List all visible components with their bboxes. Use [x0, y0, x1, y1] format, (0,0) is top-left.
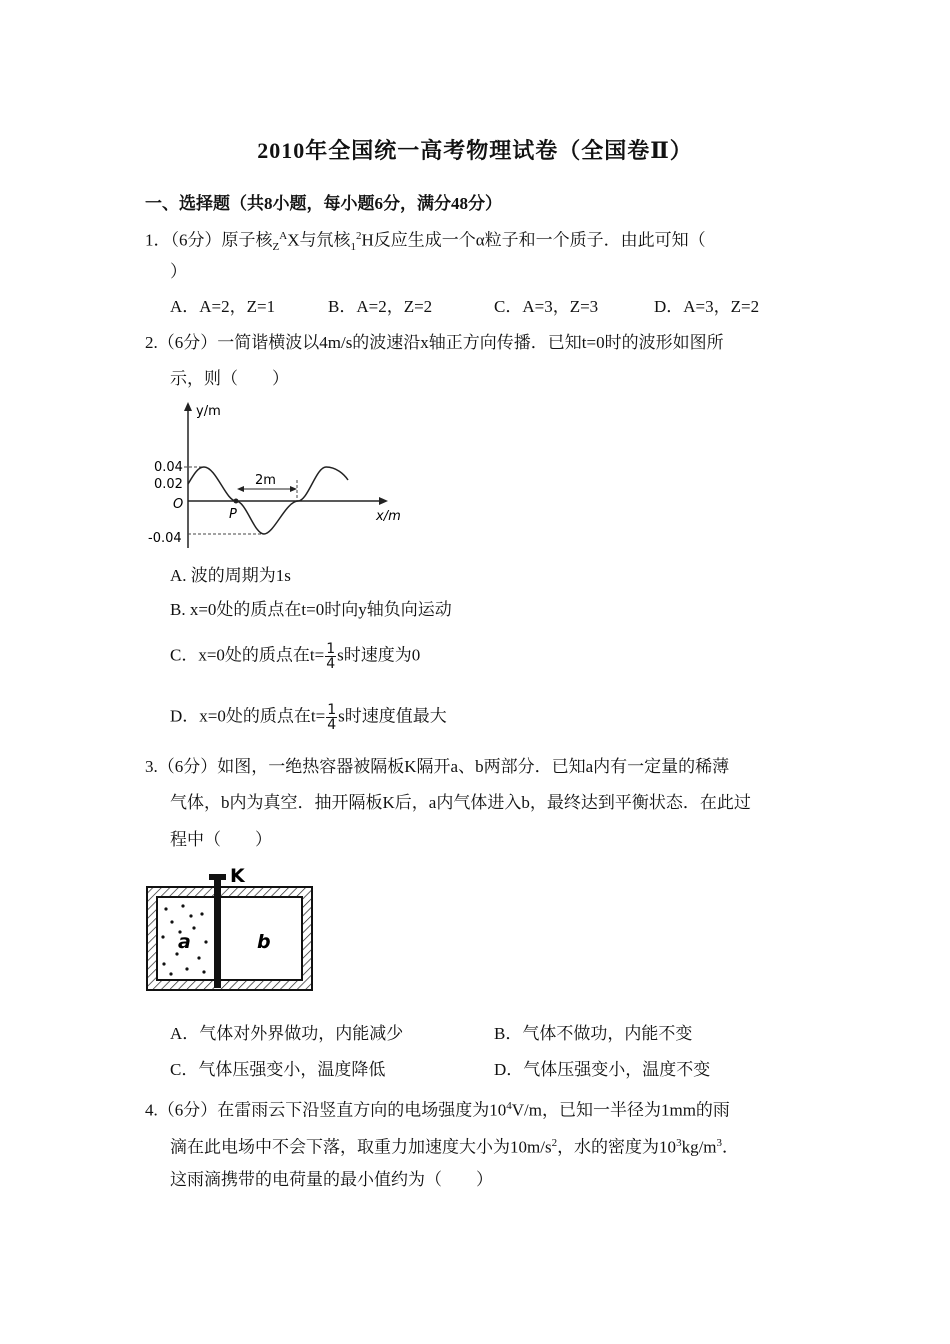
q1-number: 1．	[145, 230, 171, 250]
q4-line2-mid2: kg/m	[681, 1137, 717, 1157]
q4-line2	[170, 1131, 739, 1160]
q2-line1: 2.（6分）一简谐横波以4m/s的波速沿x轴正方向传播．已知t=0时的波形如图所	[145, 333, 724, 352]
label-a: a	[178, 931, 191, 953]
q4-line2-sup2: 3	[676, 1137, 682, 1149]
section-heading: 一、选择题（共8小题，每小题6分，满分48分）	[145, 194, 502, 213]
fraction-numerator: 1	[326, 641, 336, 657]
fraction-numerator: 1	[327, 702, 337, 718]
q4-line2-end: ．	[722, 1137, 740, 1157]
q1-h: H	[361, 230, 374, 250]
partition-handle	[209, 874, 226, 880]
origin-label: O	[173, 497, 184, 512]
label-k: K	[230, 865, 245, 887]
q2-option-d[interactable]	[170, 703, 447, 732]
q1-option-c[interactable]: C．A=3，Z=3	[494, 297, 599, 316]
q1-nucleus-z: Z	[272, 241, 280, 254]
fraction-denominator: 4	[326, 656, 336, 672]
q1-line2: ）	[170, 262, 187, 281]
tick-0-02: 0.02	[154, 477, 183, 492]
q4-line1-post: V/m，已知一半径为1mm的雨	[511, 1100, 730, 1120]
q4-line2-sup3: 3	[716, 1137, 723, 1149]
q4-line1-pre: 4.（6分）在雷雨云下沿竖直方向的电场强度为10	[145, 1100, 507, 1120]
x-axis-label: x/m	[376, 509, 401, 524]
partition-k	[214, 879, 221, 988]
q2-option-c-pre: C．x=0处的质点在t=	[170, 645, 325, 665]
q1-rest: 反应生成一个α粒子和一个质子．由此可知（	[373, 230, 706, 250]
tick-0-04: 0.04	[154, 460, 183, 475]
span-label: 2m	[255, 473, 276, 488]
q1-option-a[interactable]: A．A=2，Z=1	[170, 297, 276, 316]
q1-nucleus-a: A	[279, 230, 288, 242]
q1-mid: 与氘核	[299, 230, 351, 250]
y-axis	[184, 402, 192, 548]
q4-line1	[145, 1094, 730, 1123]
point-p-marker	[234, 499, 239, 504]
wave-figure	[140, 398, 420, 553]
fraction-denominator: 4	[327, 717, 337, 733]
q2-line2: 示，则（ ）	[170, 369, 289, 388]
q1-h-sup: 2	[355, 230, 362, 242]
q1-option-d[interactable]: D．A=3，Z=2	[654, 297, 760, 316]
q3-option-a[interactable]: A．气体对外界做功，内能减少	[170, 1024, 404, 1043]
q3-option-b[interactable]: B．气体不做功，内能不变	[494, 1024, 693, 1043]
q1-stem	[145, 224, 706, 259]
q2-option-d-fraction	[326, 703, 337, 732]
q3-option-d[interactable]: D．气体压强变小，温度不变	[494, 1060, 711, 1079]
q4-line3: 这雨滴携带的电荷量的最小值约为（ ）	[170, 1170, 493, 1189]
x-axis	[188, 497, 388, 505]
tick-neg-0-04: -0.04	[148, 531, 182, 546]
q1-h-sub: 1	[350, 241, 356, 254]
q4-line2-mid: ，水的密度为10	[557, 1137, 677, 1157]
page-title: 2010年全国统一高考物理试卷（全国卷Ⅱ）	[257, 138, 693, 163]
q4-line2-sup1: 2	[551, 1137, 558, 1149]
q2-option-c[interactable]	[170, 642, 420, 671]
q2-option-c-post: s时速度为0	[337, 645, 421, 665]
point-p-label: P	[229, 507, 237, 522]
q2-option-d-pre: D．x=0处的质点在t=	[170, 706, 326, 726]
q3-line3: 程中（ ）	[170, 830, 272, 849]
q1-option-b[interactable]: B．A=2，Z=2	[328, 297, 433, 316]
container-figure	[144, 862, 316, 992]
q3-line1: 3.（6分）如图，一绝热容器被隔板K隔开a、b两部分．已知a内有一定量的稀薄	[145, 757, 730, 776]
q3-line2: 气体，b内为真空．抽开隔板K后，a内气体进入b，最终达到平衡状态．在此过	[170, 793, 751, 812]
q2-option-c-fraction	[325, 642, 336, 671]
q2-option-a[interactable]: A. 波的周期为1s	[170, 566, 291, 585]
y-axis-label: y/m	[196, 404, 221, 419]
q2-option-b[interactable]: B. x=0处的质点在t=0时向y轴负向运动	[170, 600, 452, 619]
q4-line2-pre: 滴在此电场中不会下落，取重力加速度大小为10m/s	[170, 1137, 552, 1157]
q1-score: （6分）原子核	[170, 230, 273, 250]
q1-nucleus-x: X	[287, 230, 300, 250]
label-b: b	[257, 931, 271, 953]
q2-option-d-post: s时速度值最大	[338, 706, 447, 726]
q3-option-c[interactable]: C．气体压强变小，温度降低	[170, 1060, 386, 1079]
q4-line1-sup: 4	[506, 1100, 512, 1112]
